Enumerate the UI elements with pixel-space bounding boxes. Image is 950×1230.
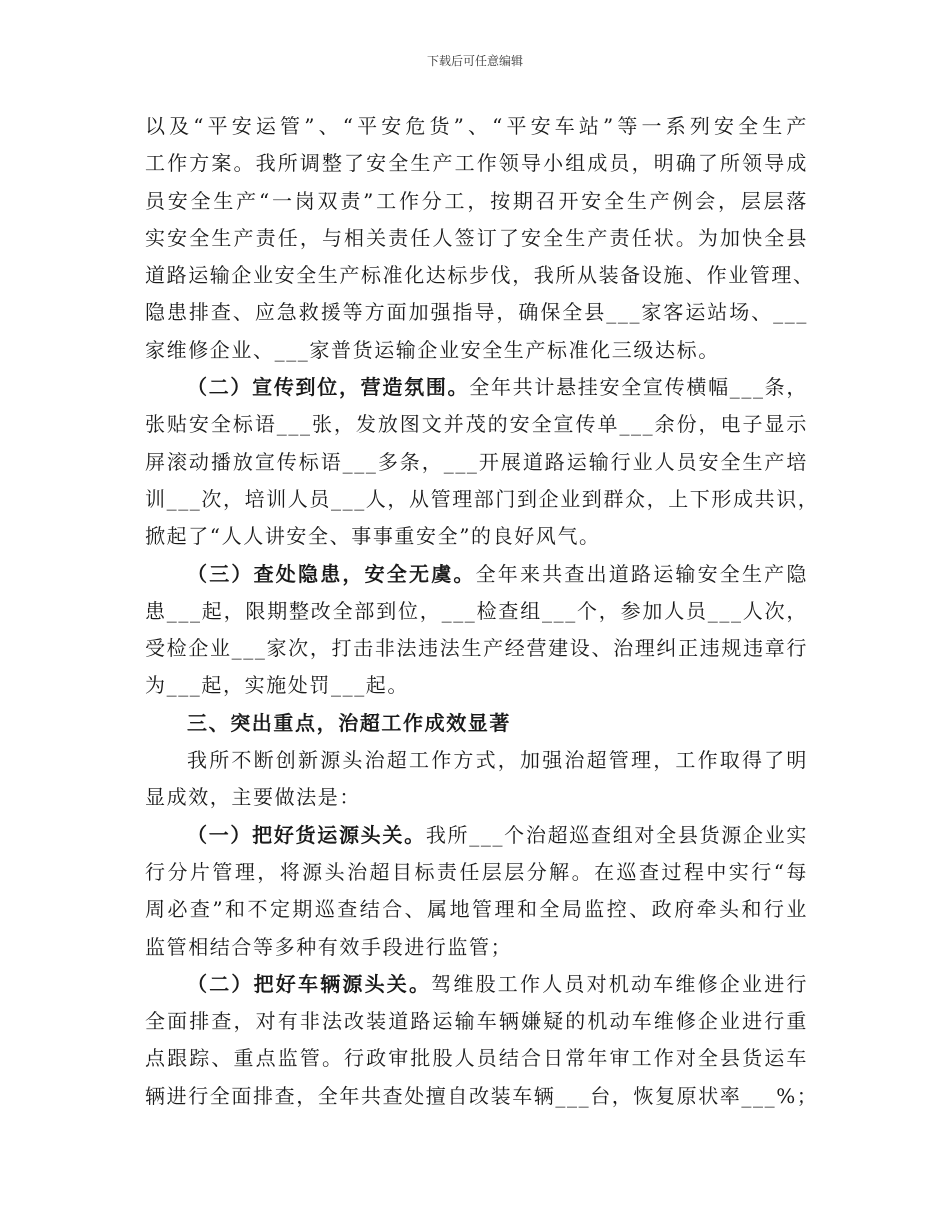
text-line: [145, 817, 808, 854]
line-text: 辆进行全面排查，全年共查处擅自改装车辆___台，恢复原状率___%；: [145, 1083, 819, 1108]
document-body: [145, 108, 820, 1115]
text-line: [145, 742, 808, 779]
line-text: 道路运输企业安全生产标准化达标步伐，我所从装备设施、作业管理、: [145, 263, 815, 288]
text-line: [145, 183, 808, 220]
line-text: 显成效，主要做法是：: [145, 785, 361, 810]
line-text: 隐患排查、应急救援等方面加强指导，确保全县___家客运站场、___: [145, 300, 808, 325]
line-text: 监管相结合等多种有效手段进行监管；: [145, 934, 513, 959]
page-header: 下载后可任意编辑: [426, 54, 523, 68]
line-text: 员安全生产“一岗双责”工作分工，按期召开安全生产例会，层层落: [145, 188, 808, 213]
text-line: [145, 108, 808, 145]
text-line: [145, 369, 808, 406]
line-text: 实安全生产责任，与相关责任人签订了安全生产责任状。为加快全县: [145, 225, 808, 250]
text-line: [145, 779, 808, 816]
text-line: [145, 518, 808, 555]
text-line: [145, 556, 808, 593]
text-line: [145, 1003, 808, 1040]
text-line: [145, 966, 808, 1003]
text-line: [145, 854, 808, 891]
text-line: [145, 444, 808, 481]
line-text: 张贴安全标语___张，发放图文并茂的安全宣传单___余份，电子显示: [145, 412, 808, 437]
line-text: 受检企业___家次，打击非法违法生产经营建设、治理纠正违规违章行: [145, 636, 808, 661]
section-heading: （一）把好货运源头关。: [187, 822, 426, 847]
line-text: 训___次，培训人员___人，从管理部门到企业到群众，上下形成共识，: [145, 486, 820, 511]
text-line: [145, 1040, 808, 1077]
text-line: [145, 294, 808, 331]
text-line: [145, 145, 808, 182]
line-text: 为___起，实施处罚___起。: [145, 673, 409, 698]
line-text: 驾维股工作人员对机动车维修企业进行: [431, 971, 808, 996]
text-line: [145, 630, 808, 667]
section-heading: （二）宣传到位，营造氛围。: [187, 375, 470, 400]
text-line: [145, 891, 808, 928]
section-heading: （二）把好车辆源头关。: [187, 971, 432, 996]
line-text: 全面排查，对有非法改装道路运输车辆嫌疑的机动车维修企业进行重: [145, 1009, 808, 1034]
text-line: [145, 667, 808, 704]
text-line: [145, 481, 820, 518]
text-line: [145, 929, 808, 966]
line-text: 家维修企业、___家普货运输企业安全生产标准化三级达标。: [145, 337, 720, 362]
line-text: 点跟踪、重点监管。行政审批股人员结合日常年审工作对全县货运车: [145, 1046, 808, 1071]
line-text: 周必查”和不定期巡查结合、属地管理和全局监控、政府牵头和行业: [145, 897, 808, 922]
line-text: 工作方案。我所调整了安全生产工作领导小组成员，明确了所领导成: [145, 151, 808, 176]
text-line: [145, 332, 808, 369]
text-line: [145, 406, 808, 443]
line-text: 掀起了“人人讲安全、事事重安全”的良好风气。: [145, 524, 601, 549]
line-text: 屏滚动播放宣传标语___多条，___开展道路运输行业人员安全生产培: [145, 449, 808, 474]
text-line: [145, 705, 808, 742]
line-text: 我所不断创新源头治超工作方式，加强治超管理，工作取得了明: [187, 748, 808, 773]
text-line: [145, 257, 815, 294]
text-line: [145, 593, 808, 630]
text-line: [145, 220, 808, 257]
line-text: 患___起，限期整改全部到位，___检查组___个，参加人员___人次，: [145, 598, 808, 623]
line-text: 以及“平安运管”、“平安危货”、“平安车站”等一系列安全生产: [145, 114, 808, 138]
line-text: 全年共计悬挂安全宣传横幅___条，: [469, 375, 808, 400]
section-heading: 三、突出重点，治超工作成效显著: [187, 710, 511, 735]
line-text: 我所___个治超巡查组对全县货源企业实: [425, 822, 808, 847]
line-text: 行分片管理，将源头治超目标责任层层分解。在巡查过程中实行“每: [145, 859, 808, 884]
line-text: 全年来共查出道路运输安全生产隐: [475, 561, 808, 586]
section-heading: （三）查处隐患，安全无虞。: [187, 561, 476, 586]
text-line: [145, 1078, 819, 1115]
